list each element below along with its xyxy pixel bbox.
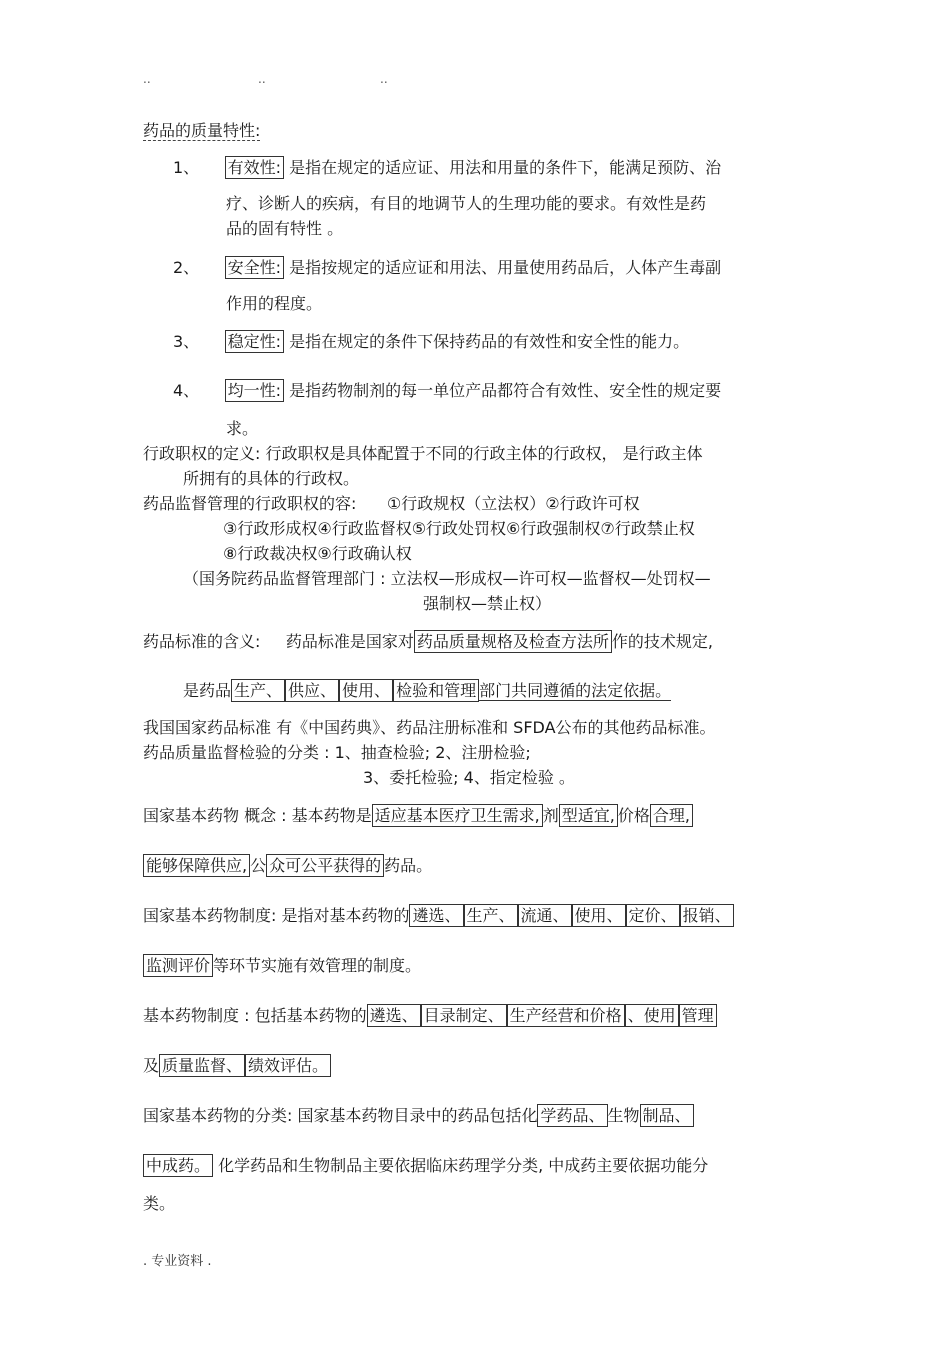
header-dot: .. bbox=[380, 72, 388, 86]
admin-content-line1: 药品监督管理的行政职权的容: ①行政规权（立法权）②行政许可权 bbox=[143, 494, 640, 513]
highlight-box: 药品质量规格及检查方法所 bbox=[414, 630, 612, 653]
quality-item-1-line3: 品的固有特性 。 bbox=[226, 219, 344, 238]
highlight-box: 能够保障供应, bbox=[143, 854, 250, 877]
highlight-box: 供应、 bbox=[285, 679, 339, 702]
quality-item-1-line2: 疗、诊断人的疾病，有目的地调节人的生理功能的要求。有效性是药 bbox=[226, 194, 707, 213]
header-dot: .. bbox=[143, 72, 151, 86]
highlight-box: 适应基本医疗卫生需求, bbox=[372, 804, 543, 827]
standard-class-line2: 3、委托检验; 4、指定检验 。 bbox=[363, 768, 575, 787]
essential-class-line1: 国家基本药物的分类: 国家基本药物目录中的药品包括化 学药品、 生物 制品、 bbox=[143, 1105, 694, 1127]
term-box: 安全性: bbox=[225, 256, 284, 279]
quality-item-2: 2、 安全性: 是指按规定的适应证和用法、用量使用药品后，人体产生毒副 bbox=[173, 258, 722, 277]
highlight-box: 众可公平获得的 bbox=[266, 854, 384, 877]
standard-class-line1: 药品质量监督检验的分类 : 1、抽查检验; 2、注册检验; bbox=[143, 743, 531, 762]
term-box: 均一性: bbox=[225, 379, 284, 402]
highlight-box: 生产、 bbox=[464, 904, 518, 927]
highlight-box: 检验和管理 bbox=[393, 679, 479, 702]
highlight-box: 遴选、 bbox=[409, 904, 463, 927]
admin-def-line1: 行政职权的定义: 行政职权是具体配置于不同的行政主体的行政权， 是行政主体 bbox=[143, 444, 703, 463]
admin-note-line1: （国务院药品监督管理部门 : 立法权—形成权—许可权—监督权—处罚权— bbox=[183, 569, 711, 588]
highlight-box: 监测评价 bbox=[143, 954, 213, 977]
quality-item-2-line2: 作用的程度。 bbox=[226, 294, 323, 313]
highlight-box: 型适宜, bbox=[559, 804, 618, 827]
highlight-box: 中成药。 bbox=[143, 1154, 213, 1177]
highlight-box: 管理 bbox=[679, 1004, 717, 1027]
highlight-box: 生产、 bbox=[231, 679, 285, 702]
highlight-box: 质量监督、 bbox=[159, 1054, 245, 1077]
essential-class-line2: 中成药。 化学药品和生物制品主要依据临床药理学分类, 中成药主要依据功能分 bbox=[143, 1155, 708, 1177]
admin-content-line3: ⑧行政裁决权⑨行政确认权 bbox=[223, 544, 412, 563]
term-box: 稳定性: bbox=[225, 330, 284, 353]
essential-concept-line2: 能够保障供应, 公 众可公平获得的 药品。 bbox=[143, 855, 432, 877]
highlight-box: 、使用 bbox=[625, 1004, 679, 1027]
essential-includes-line1: 基本药物制度 : 包括基本药物的 遴选、 目录制定、 生产经营和价格 、使用 管理 bbox=[143, 1005, 717, 1027]
highlight-box: 制品、 bbox=[640, 1104, 694, 1127]
highlight-box: 定价、 bbox=[626, 904, 680, 927]
highlight-box: 流通、 bbox=[518, 904, 572, 927]
highlight-box: 使用、 bbox=[339, 679, 393, 702]
footer-label: . 专业资料 . bbox=[143, 1254, 212, 1269]
essential-concept-line1: 国家基本药物 概念 : 基本药物是 适应基本医疗卫生需求, 剂 型适宜, 价格 合理, bbox=[143, 805, 693, 827]
essential-system-line2: 监测评价 等环节实施有效管理的制度。 bbox=[143, 955, 421, 977]
highlight-box: 学药品、 bbox=[537, 1104, 607, 1127]
quality-heading: 药品的质量特性: bbox=[143, 121, 261, 140]
admin-note-line2: 强制权—禁止权） bbox=[423, 594, 552, 613]
highlight-box: 目录制定、 bbox=[421, 1004, 507, 1027]
standard-national: 我国国家药品标准 有《中国药典》、药品注册标准和 SFDA公布的其他药品标准。 bbox=[143, 718, 716, 737]
highlight-box: 使用、 bbox=[572, 904, 626, 927]
quality-item-4-line2: 求。 bbox=[226, 419, 259, 438]
header-dot: .. bbox=[258, 72, 266, 86]
highlight-box: 生产经营和价格 bbox=[507, 1004, 625, 1027]
standard-def-line2: 是药品 生产、 供应、 使用、 检验和管理 部门共同遵循的法定依据。 bbox=[183, 681, 672, 700]
highlight-box: 合理, bbox=[650, 804, 693, 827]
standard-def-line1: 药品标准的含义: 药品标准是国家对 药品质量规格及检查方法所 作的技术规定, bbox=[143, 632, 713, 651]
admin-def-line2: 所拥有的具体的行政权。 bbox=[183, 469, 360, 488]
quality-item-1: 1、 有效性: 是指在规定的适应证、用法和用量的条件下，能满足预防、治 bbox=[173, 158, 722, 177]
quality-item-3: 3、 稳定性: 是指在规定的条件下保持药品的有效性和安全性的能力。 bbox=[173, 332, 690, 351]
highlight-box: 报销、 bbox=[680, 904, 734, 927]
essential-system-line1: 国家基本药物制度: 是指对基本药物的 遴选、 生产、 流通、 使用、 定价、 报销、 bbox=[143, 905, 734, 927]
term-box: 有效性: bbox=[225, 156, 284, 179]
highlight-box: 遴选、 bbox=[367, 1004, 421, 1027]
highlight-box: 绩效评估。 bbox=[245, 1054, 331, 1077]
admin-content-line2: ③行政形成权④行政监督权⑤行政处罚权⑥行政强制权⑦行政禁止权 bbox=[223, 519, 695, 538]
quality-item-4: 4、 均一性: 是指药物制剂的每一单位产品都符合有效性、安全性的规定要 bbox=[173, 381, 722, 400]
essential-includes-line2: 及 质量监督、 绩效评估。 bbox=[143, 1055, 331, 1077]
essential-class-line3: 类。 bbox=[143, 1194, 176, 1213]
